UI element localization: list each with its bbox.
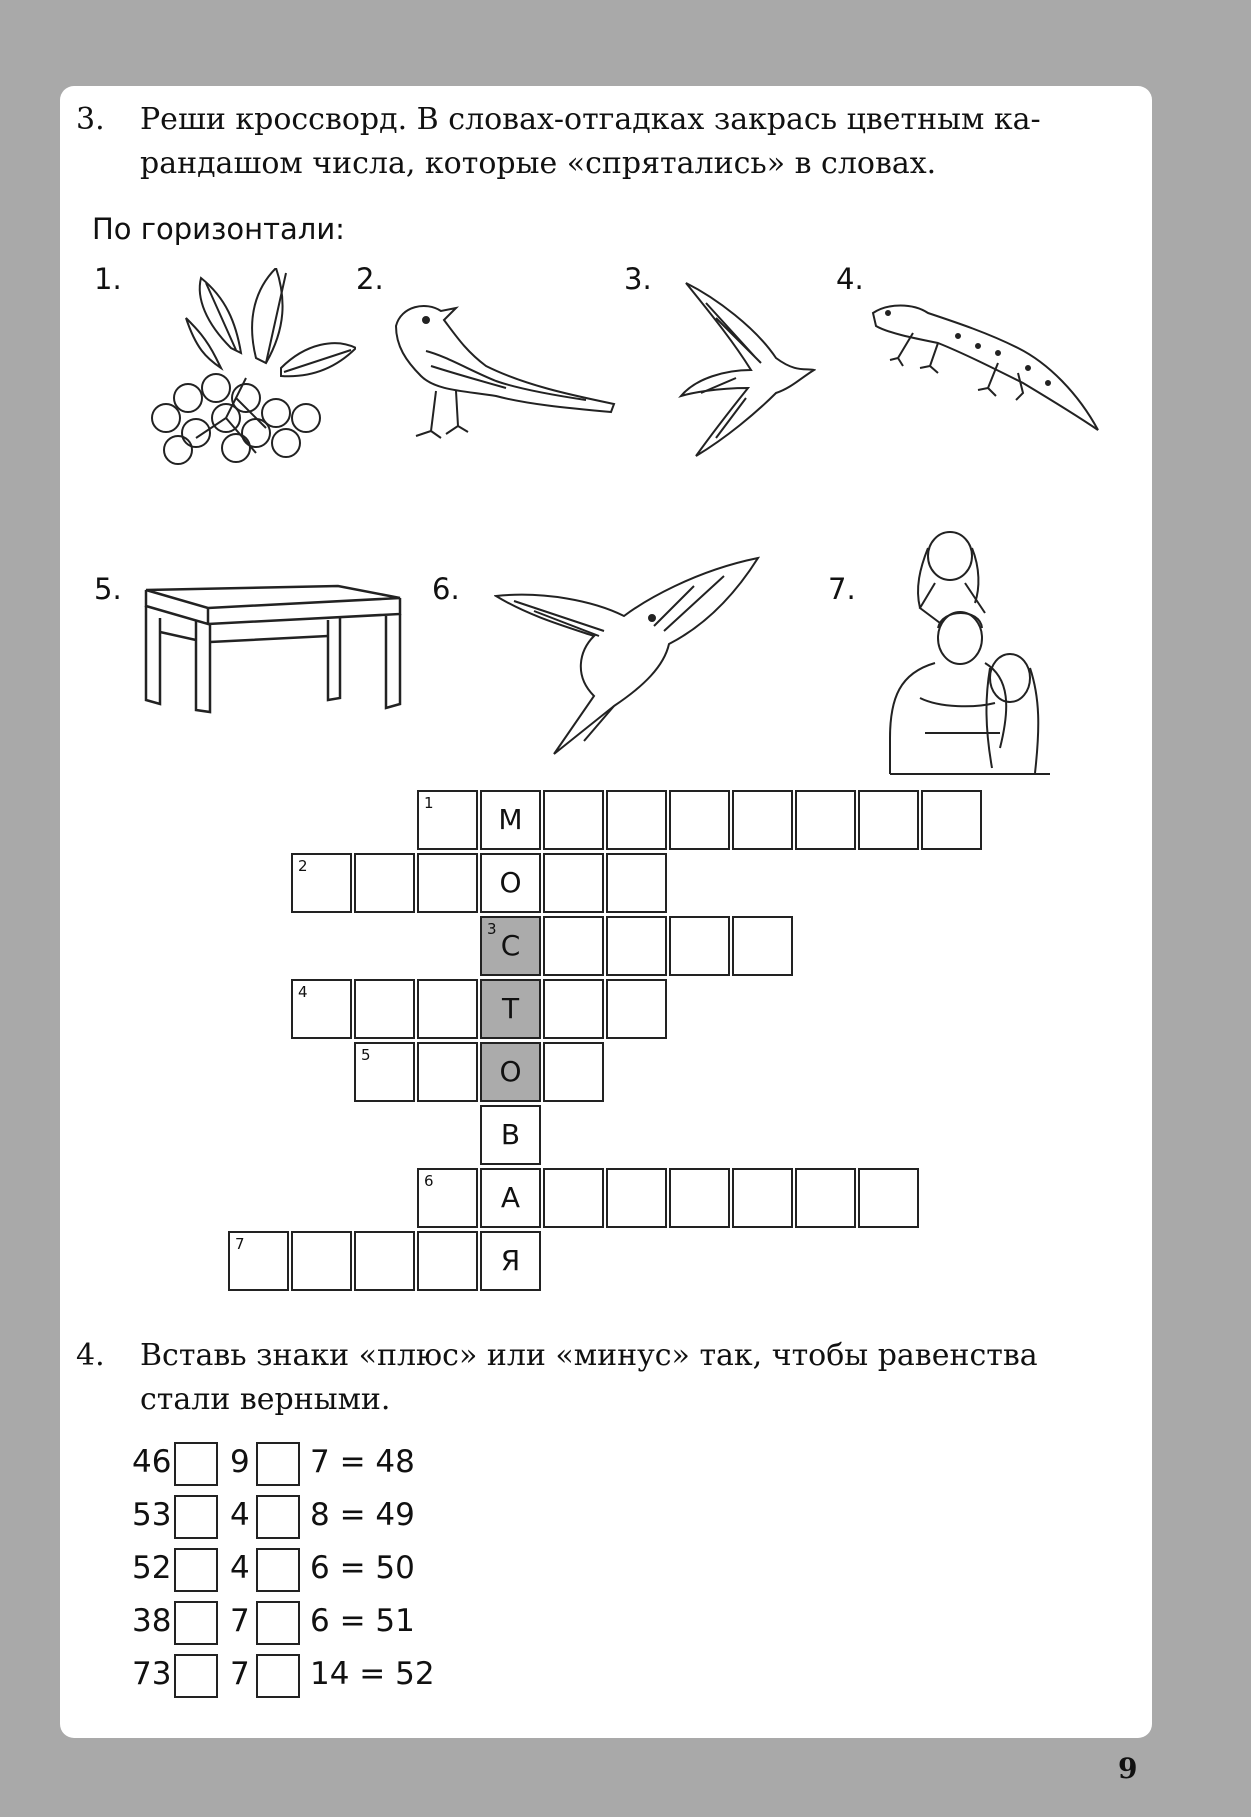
key-letter: А (500, 1181, 521, 1214)
page-number: 9 (1118, 1752, 1138, 1785)
equation-result: 7 = 48 (310, 1444, 415, 1480)
picture-number-1: 1. (94, 262, 122, 296)
table-icon (138, 580, 404, 714)
equation-result: 14 = 52 (310, 1656, 435, 1692)
key-letter: Я (500, 1244, 521, 1277)
equation-result: 8 = 49 (310, 1497, 415, 1533)
task-3-text-line-1: Реши кроссворд. В словах-отгадках закрась цветным ка- (140, 102, 1041, 137)
sign-box-1[interactable] (174, 1495, 218, 1539)
equation-operand-b: 4 (230, 1550, 250, 1586)
equation-operand-a: 73 (132, 1656, 172, 1692)
equation-result: 6 = 50 (310, 1550, 415, 1586)
task-3-text-line-2: рандашом числа, которые «спрятались» в словах. (140, 146, 937, 181)
equation-operand-b: 7 (230, 1656, 250, 1692)
swift-bird-icon (676, 278, 816, 458)
rowan-berries-icon (136, 268, 356, 468)
sign-box-2[interactable] (256, 1495, 300, 1539)
equation-result: 6 = 51 (310, 1603, 415, 1639)
clue-number: 5 (361, 1046, 371, 1064)
picture-number-4: 4. (836, 262, 864, 296)
sign-box-2[interactable] (256, 1601, 300, 1645)
equation-operand-a: 46 (132, 1444, 172, 1480)
clue-number: 7 (235, 1235, 245, 1253)
task-3-number: 3. (76, 102, 105, 137)
picture-number-6: 6. (432, 572, 460, 606)
magpie-icon (386, 296, 616, 446)
key-letter: С (500, 929, 521, 962)
equation-operand-b: 4 (230, 1497, 250, 1533)
sign-box-1[interactable] (174, 1442, 218, 1486)
key-letter: О (499, 1055, 522, 1088)
clue-number: 4 (298, 983, 308, 1001)
family-icon (880, 528, 1060, 776)
equation-operand-b: 9 (230, 1444, 250, 1480)
sign-box-2[interactable] (256, 1654, 300, 1698)
clue-number: 3 (487, 920, 497, 938)
key-letter: Т (501, 992, 520, 1025)
sign-box-1[interactable] (174, 1548, 218, 1592)
swallow-icon (494, 556, 760, 756)
picture-number-2: 2. (356, 262, 384, 296)
key-letter: В (500, 1118, 521, 1151)
sign-box-2[interactable] (256, 1548, 300, 1592)
sign-box-1[interactable] (174, 1654, 218, 1698)
horizontal-label: По горизонтали: (92, 212, 345, 246)
equation-operand-a: 52 (132, 1550, 172, 1586)
equation-operand-b: 7 (230, 1603, 250, 1639)
picture-number-3: 3. (624, 262, 652, 296)
equation-operand-a: 53 (132, 1497, 172, 1533)
task-4-text-line-2: стали верными. (140, 1382, 391, 1417)
newt-icon (868, 298, 1100, 432)
sign-box-1[interactable] (174, 1601, 218, 1645)
key-letter: О (499, 866, 522, 899)
task-4-number: 4. (76, 1338, 105, 1373)
clue-number: 6 (424, 1172, 434, 1190)
clue-number: 1 (424, 794, 434, 812)
picture-number-5: 5. (94, 572, 122, 606)
sign-box-2[interactable] (256, 1442, 300, 1486)
key-letter: М (498, 803, 523, 836)
picture-number-7: 7. (828, 572, 856, 606)
equation-operand-a: 38 (132, 1603, 172, 1639)
clue-number: 2 (298, 857, 308, 875)
task-4-text-line-1: Вставь знаки «плюс» или «минус» так, чтобы равенства (140, 1338, 1038, 1373)
